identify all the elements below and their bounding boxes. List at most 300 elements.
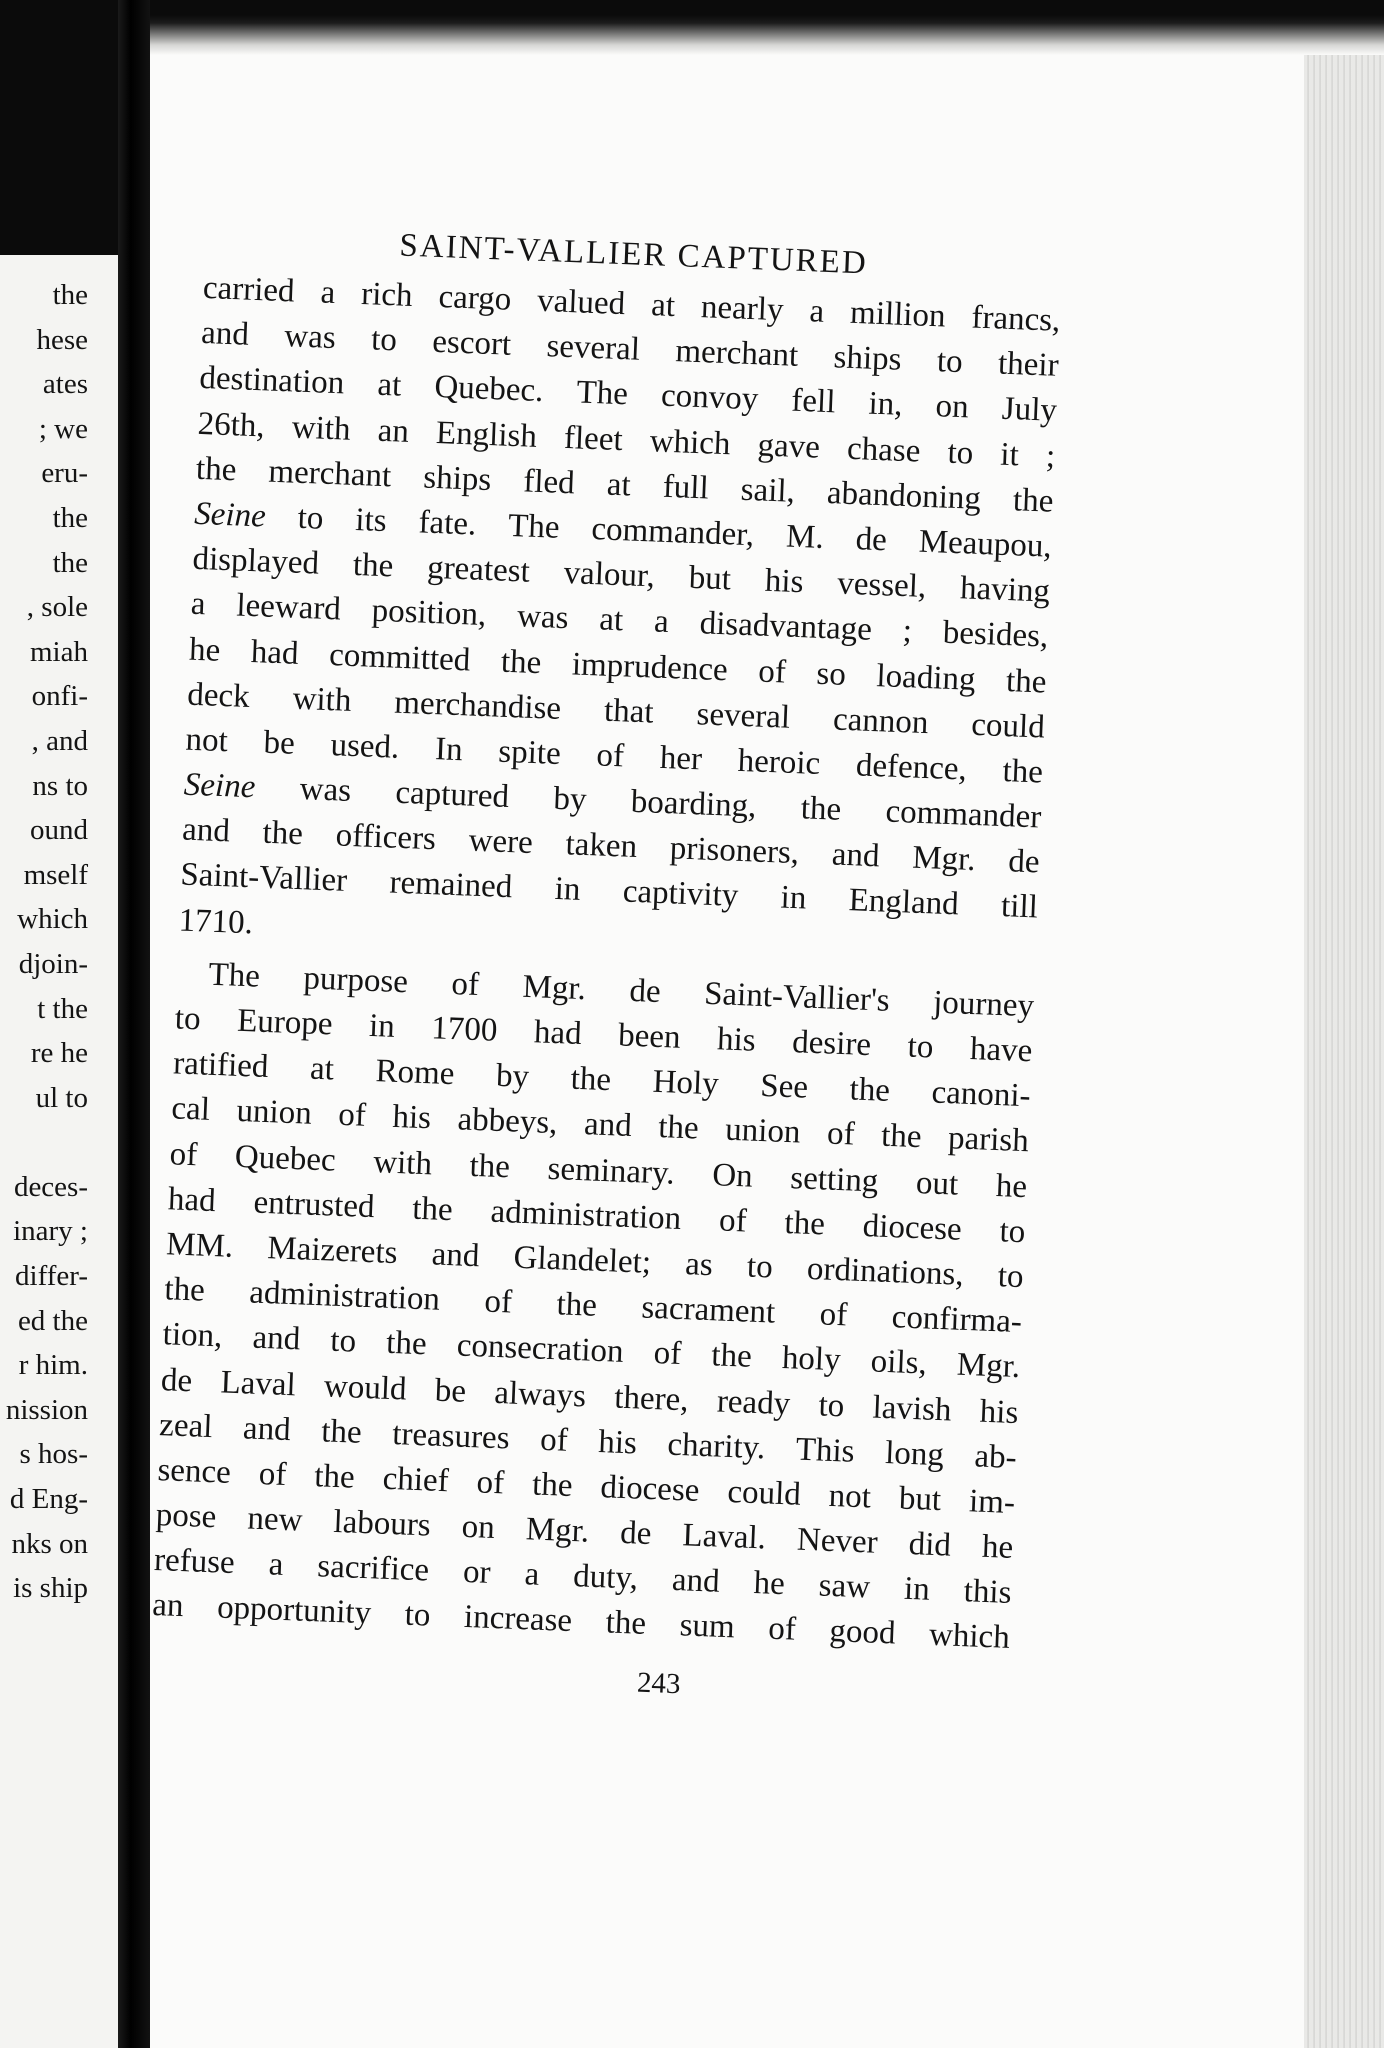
left-fragment: the: [52, 279, 88, 311]
word: greatest: [426, 549, 531, 590]
word: that: [603, 692, 655, 731]
word: a: [653, 603, 670, 641]
word: his: [597, 1423, 638, 1462]
word: long: [884, 1434, 945, 1473]
word: of: [450, 965, 480, 1003]
word: gave: [756, 426, 821, 466]
word: Europe: [236, 1002, 334, 1043]
word: there,: [613, 1379, 690, 1418]
word: loading: [875, 657, 977, 698]
word: the: [411, 1190, 454, 1228]
left-fragment: [6, 1120, 88, 1165]
word: setting: [789, 1159, 880, 1200]
word: could: [970, 706, 1046, 746]
left-fragment: differ-: [15, 1260, 88, 1293]
word: union: [724, 1112, 802, 1151]
word: merchant: [674, 333, 799, 375]
word: his: [716, 1021, 757, 1059]
word: disadvantage: [699, 605, 873, 649]
word: the: [848, 1071, 891, 1110]
word: cal: [170, 1090, 211, 1129]
paragraph: [152, 951, 1035, 1661]
word: M.: [785, 518, 825, 556]
word: vessel,: [836, 565, 927, 606]
word: would: [323, 1367, 408, 1408]
word: abbeys,: [456, 1101, 559, 1142]
word: with: [291, 409, 352, 448]
word: to: [997, 1258, 1025, 1296]
word: chase: [846, 430, 922, 470]
word: always: [493, 1374, 587, 1414]
word: 1700: [430, 1010, 499, 1049]
word: captured: [394, 774, 510, 816]
word: having: [959, 570, 1051, 610]
word: not: [828, 1477, 872, 1516]
word: had: [167, 1181, 217, 1219]
word: convoy: [660, 377, 759, 418]
word: her: [659, 739, 703, 778]
word: Mgr.: [525, 1511, 590, 1550]
word: English: [435, 414, 538, 455]
word: holy: [781, 1340, 842, 1379]
left-fragment: which: [17, 903, 88, 936]
word: defence,: [855, 747, 968, 788]
word: on: [934, 388, 970, 426]
left-fragment: ns to: [32, 769, 88, 802]
word: the: [800, 790, 842, 828]
word: could: [726, 1473, 802, 1513]
word: a: [268, 1546, 285, 1584]
word: a: [523, 1556, 540, 1594]
word: Glandelet;: [512, 1239, 652, 1281]
ship-name: Seine: [183, 766, 257, 806]
word: of: [767, 1611, 797, 1649]
word: and: [431, 1236, 481, 1275]
word: he: [752, 1565, 786, 1603]
word: the: [385, 1325, 428, 1363]
word: cannon: [832, 701, 930, 741]
word: with: [292, 680, 353, 719]
word: and: [583, 1106, 633, 1145]
word: remained: [388, 864, 513, 906]
left-fragment: d Eng-: [9, 1483, 88, 1516]
word: valued: [536, 282, 626, 323]
left-fragment: re he: [30, 1037, 88, 1070]
word: diocese: [862, 1207, 963, 1248]
word: but: [898, 1480, 942, 1519]
word: have: [969, 1030, 1033, 1070]
word: by: [552, 780, 588, 819]
word: Laval.: [681, 1517, 767, 1557]
page-number: 243: [636, 1666, 682, 1700]
word: July: [1001, 391, 1058, 430]
word: used.: [329, 727, 400, 766]
word: a: [808, 293, 825, 330]
word: of: [718, 1202, 748, 1240]
paragraph: [178, 266, 1061, 976]
word: ab-: [973, 1438, 1018, 1476]
word: merchandise: [393, 684, 562, 727]
word: the: [1005, 662, 1048, 701]
word: by: [495, 1057, 530, 1096]
word: journey: [932, 984, 1035, 1025]
word: at: [650, 287, 676, 325]
word: administration: [248, 1274, 441, 1318]
word: this: [963, 1573, 1013, 1612]
left-fragment: inary ;: [13, 1215, 88, 1248]
word: cargo: [437, 279, 512, 318]
word: the: [605, 1604, 647, 1643]
word: several: [695, 695, 791, 736]
word: confirma-: [891, 1299, 1023, 1341]
word: lavish: [871, 1388, 953, 1428]
word: tion,: [162, 1316, 224, 1355]
word: and: [200, 315, 250, 353]
word: In: [434, 731, 464, 769]
word: francs,: [970, 299, 1062, 339]
word: oils,: [870, 1343, 928, 1382]
word: to: [906, 1028, 935, 1066]
word: of: [757, 653, 787, 691]
word: ready: [716, 1383, 791, 1422]
word: the: [880, 1117, 923, 1156]
word: officers: [335, 817, 437, 858]
word: it: [999, 436, 1020, 473]
word: purpose: [302, 960, 409, 1001]
word: spite: [497, 733, 562, 772]
word: Laval: [219, 1363, 297, 1403]
word: labours: [332, 1503, 432, 1544]
word: the: [531, 1466, 574, 1504]
word: new: [246, 1500, 304, 1539]
word: full: [662, 468, 710, 507]
word: but: [688, 559, 732, 598]
word: be: [434, 1372, 467, 1410]
word: MM.: [165, 1226, 234, 1265]
word: and: [251, 1319, 301, 1358]
word: of: [483, 1283, 513, 1321]
ship-name: Seine: [193, 495, 267, 535]
word: boarding,: [630, 783, 758, 825]
word: destination: [198, 360, 345, 402]
word: was: [283, 318, 337, 357]
word: of: [595, 737, 625, 775]
word: Maizerets: [266, 1230, 399, 1272]
left-fragment: mself: [23, 858, 88, 891]
word: taken: [564, 826, 638, 866]
left-fragment: is ship: [13, 1572, 88, 1605]
word: opportunity: [216, 1589, 372, 1632]
word: ships: [422, 459, 492, 498]
word: canoni-: [930, 1074, 1032, 1115]
left-fragment: miah: [30, 635, 88, 668]
word: sence: [156, 1451, 232, 1491]
word: rich: [360, 276, 414, 314]
word: abandoning: [826, 474, 982, 517]
left-fragment: onfi-: [31, 680, 88, 713]
left-fragment: ed the: [17, 1304, 88, 1337]
word: the: [352, 547, 394, 585]
word: sum: [679, 1607, 736, 1646]
word: or: [462, 1554, 492, 1592]
word: See: [759, 1068, 809, 1106]
word: been: [617, 1017, 682, 1056]
word: so: [815, 655, 847, 693]
left-fragment: the: [52, 501, 88, 534]
word: zeal: [158, 1406, 214, 1445]
word: to: [746, 1248, 774, 1286]
word: Mgr.: [956, 1347, 1021, 1386]
word: at: [606, 466, 632, 504]
word: nearly: [700, 289, 785, 329]
word: of: [653, 1335, 682, 1373]
word: the: [783, 1204, 826, 1243]
word: im-: [968, 1483, 1016, 1521]
word: had: [250, 633, 300, 672]
word: and: [831, 836, 881, 875]
left-fragment: nission: [5, 1393, 88, 1426]
left-fragment: , sole: [26, 591, 88, 624]
word: in,: [867, 385, 904, 424]
word: Meaupou,: [918, 523, 1053, 565]
word: commander: [884, 793, 1042, 836]
word: parish: [947, 1120, 1030, 1160]
word: not: [184, 721, 229, 760]
left-fragment: eru-: [41, 457, 88, 490]
word: the: [500, 643, 542, 681]
word: to: [998, 1212, 1027, 1250]
word: of: [539, 1421, 569, 1459]
word: 1710.: [178, 902, 254, 941]
word: had: [533, 1014, 583, 1053]
word: to: [817, 1386, 845, 1424]
word: of: [475, 1464, 505, 1502]
word: 26th,: [197, 405, 266, 444]
word: deck: [186, 676, 251, 715]
word: The: [575, 374, 629, 413]
word: and: [242, 1410, 292, 1448]
left-fragment: nks on: [11, 1527, 88, 1560]
word: out: [915, 1164, 959, 1203]
word: its: [354, 501, 388, 540]
word: which: [649, 422, 732, 462]
word: position,: [371, 592, 487, 634]
word: Saint-Vallier's: [703, 975, 891, 1019]
word: to: [936, 343, 964, 381]
word: to: [370, 321, 398, 359]
word: at: [309, 1050, 335, 1088]
word: fate.: [417, 504, 477, 543]
word: committed: [328, 636, 472, 678]
word: carried: [202, 269, 296, 310]
left-fragment: ; we: [38, 412, 88, 445]
word: charity.: [666, 1426, 766, 1467]
word: seminary.: [546, 1150, 676, 1192]
word: prisoners,: [669, 830, 800, 872]
left-fragment: hese: [36, 323, 88, 356]
word: of: [826, 1115, 856, 1153]
word: his: [979, 1393, 1020, 1431]
word: of: [337, 1097, 367, 1135]
word: the: [163, 1271, 206, 1309]
left-fragment: ul to: [35, 1081, 88, 1114]
word: consecration: [456, 1327, 625, 1371]
word: was: [516, 598, 570, 637]
word: his: [391, 1099, 432, 1137]
word: the: [468, 1147, 511, 1185]
word: besides,: [942, 614, 1049, 655]
word: administration: [489, 1193, 682, 1237]
word: an: [151, 1587, 185, 1625]
left-facing-page: [0, 255, 118, 2048]
word: was: [299, 771, 352, 810]
word: his: [764, 562, 805, 601]
word: be: [262, 724, 296, 762]
book-gutter: [118, 0, 150, 2048]
word: saw: [818, 1567, 871, 1606]
word: heroic: [737, 742, 821, 782]
word: sacrament: [640, 1289, 776, 1331]
word: de: [160, 1361, 193, 1399]
word: the: [555, 1286, 598, 1324]
word: de: [628, 972, 662, 1010]
word: in: [554, 871, 582, 909]
left-page-text-fragments: [6, 273, 88, 1611]
word: escort: [431, 323, 512, 363]
word: to: [297, 499, 325, 537]
word: of: [169, 1135, 198, 1173]
running-head: SAINT-VALLIER CAPTURED: [398, 227, 869, 282]
word: to: [174, 1000, 202, 1038]
word: duty,: [572, 1558, 639, 1597]
word: refuse: [153, 1542, 236, 1582]
word: The: [207, 956, 261, 995]
word: de: [1007, 843, 1041, 881]
word: to: [329, 1322, 357, 1360]
word: and: [671, 1562, 721, 1600]
word: pose: [155, 1497, 218, 1536]
word: increase: [463, 1599, 573, 1640]
left-fragment: , and: [31, 724, 88, 757]
word: with: [372, 1143, 433, 1182]
left-fragment: ates: [42, 368, 88, 401]
word: Rome: [374, 1053, 456, 1093]
word: treasures: [391, 1415, 511, 1457]
word: in: [903, 1571, 931, 1609]
word: on: [461, 1508, 496, 1547]
word: to: [946, 434, 974, 472]
word: leeward: [235, 587, 342, 628]
word: sail,: [740, 471, 796, 510]
word: he: [995, 1167, 1028, 1205]
left-fragment: the: [52, 546, 88, 579]
word: a: [190, 586, 207, 623]
word: captivity: [622, 873, 739, 915]
word: Saint-Vallier: [179, 856, 348, 900]
word: de: [619, 1514, 653, 1553]
word: the: [710, 1337, 753, 1376]
word: ordinations,: [806, 1250, 965, 1293]
word: fleet: [563, 419, 624, 458]
word: to: [404, 1597, 432, 1635]
word: On: [711, 1156, 754, 1195]
word: the: [320, 1413, 363, 1451]
page-edges: [1304, 55, 1384, 2048]
word: ;: [902, 613, 913, 650]
word: their: [997, 345, 1060, 385]
word: of: [258, 1455, 288, 1493]
word: ships: [832, 339, 903, 378]
word: in: [779, 880, 808, 917]
word: diocese: [599, 1468, 701, 1509]
word: displayed: [191, 540, 320, 582]
word: Quebec.: [433, 369, 545, 410]
word: as: [684, 1246, 714, 1284]
word: which: [928, 1617, 1011, 1657]
word: ;: [1045, 438, 1056, 475]
word: the: [570, 1060, 612, 1099]
word: he: [981, 1528, 1014, 1567]
word: sacrifice: [316, 1548, 430, 1589]
word: several: [545, 328, 641, 368]
word: the: [261, 814, 304, 853]
word: the: [195, 450, 238, 489]
word: fled: [522, 463, 576, 502]
word: the: [1001, 752, 1044, 791]
word: at: [376, 367, 402, 404]
word: and: [181, 811, 231, 850]
word: England: [848, 882, 960, 923]
word: commander,: [590, 510, 755, 554]
word: the: [313, 1457, 356, 1496]
word: valour,: [563, 555, 656, 595]
word: de: [855, 521, 888, 559]
page-top-shadow: [150, 15, 1384, 55]
word: Mgr.: [521, 968, 587, 1007]
text-block: [150, 210, 1063, 1725]
left-fragment: r him.: [18, 1349, 88, 1382]
left-fragment: s hos-: [19, 1438, 88, 1471]
word: union: [235, 1093, 313, 1133]
word: the: [1012, 481, 1055, 520]
word: merchant: [267, 453, 392, 495]
word: of: [819, 1296, 848, 1334]
word: fell: [790, 383, 837, 421]
word: did: [908, 1526, 952, 1564]
word: in: [368, 1007, 396, 1045]
word: till: [1000, 888, 1039, 926]
word: million: [849, 294, 947, 335]
right-page: [150, 15, 1384, 2048]
left-fragment: t the: [37, 992, 88, 1025]
body-text: [152, 266, 1062, 1662]
left-fragment: ound: [30, 814, 88, 847]
word: at: [598, 601, 624, 639]
word: This: [795, 1431, 856, 1470]
word: he: [188, 631, 221, 669]
word: The: [507, 507, 561, 546]
word: Quebec: [234, 1138, 337, 1179]
word: Holy: [652, 1063, 720, 1103]
word: entrusted: [252, 1184, 376, 1225]
word: were: [468, 822, 534, 862]
word: a: [319, 274, 336, 312]
word: Never: [796, 1521, 879, 1561]
word: Mgr.: [911, 839, 977, 879]
word: the: [657, 1109, 700, 1147]
left-fragment: deces-: [13, 1170, 88, 1203]
left-fragment: djoin-: [18, 947, 88, 980]
